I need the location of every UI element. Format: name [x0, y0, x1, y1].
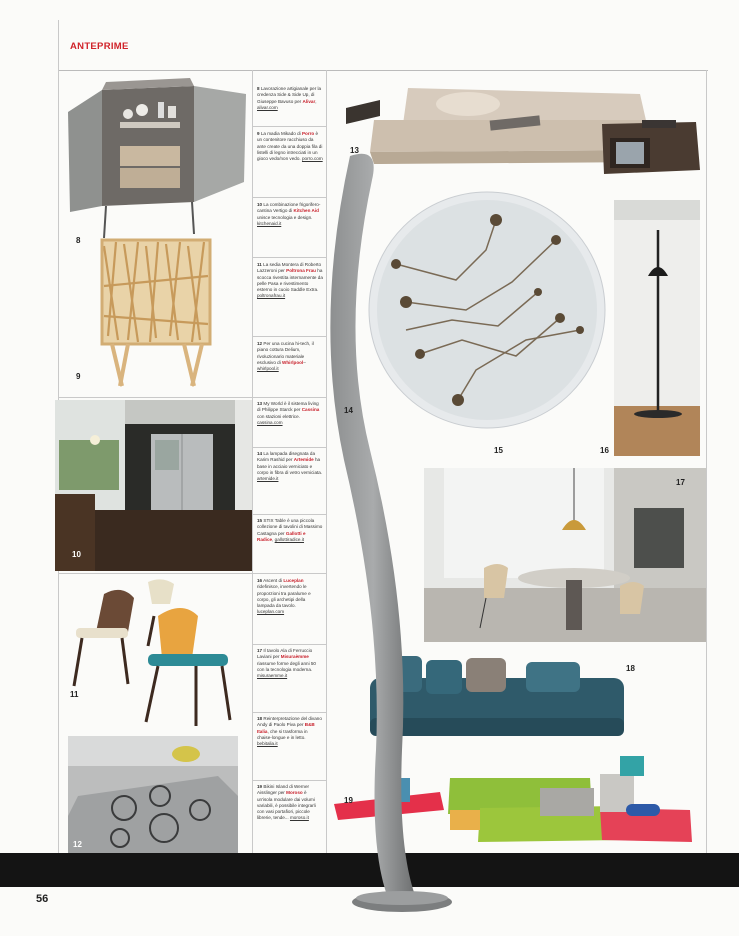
- photo-dining-room: [424, 468, 706, 642]
- caption-8: 8 Lavorazione artigianale per la credenza Side & Side Up, di Giuseppe Bavuso per Alivar, alivar.com: [257, 86, 322, 110]
- figure-number: 9: [76, 372, 81, 381]
- caption-11: 11 La sedia Montera di Roberto Lazzeroni per Poltrona Frau ha scocca rivestita internamente da pelle Pasa e rivestimento esterno in cuoio Saddle Extra. poltronafrau.it: [257, 262, 323, 299]
- figure-number: 13: [350, 146, 359, 155]
- caption-18: 18 Reinterpretazione del divano Andy di Paolo Piva per B&B Italia, che si trasforma in chaise-longue e in letto. bebitalia.it: [257, 716, 322, 747]
- caption-10: 10 La combinazione frigorifero-cantina Vertigo di Kitchen Aid unisce tecnologia e design. kitchenaid.it: [257, 202, 321, 226]
- caption-13: 13 My World è il sistema living di Philippe Starck per Cassina con stazioni elettrice. cassina.com: [257, 401, 320, 425]
- caption-9: 9 La madia Mikado di Porro è un contenitore racchiuso da ante create da una doppia fila di listelli di legno intrecciati in un gioco vedo/non vedo. porro.com: [257, 131, 323, 162]
- photo-chairs: [62, 576, 248, 730]
- caption-19: 19 Bikini Island di Werner Aisslinger per Moroso è un'isola modulare dai volumi variabili, è possibile integrarli con vasi portafiori, piccole librerie, tende... moroso.it: [257, 784, 316, 821]
- caption-16: 16 Ascent di Luceplan ridefinisce, invertendo le proporzioni tra paralume e corpo, gli archetipi della lampada da tavolo. luceplan.com: [257, 578, 311, 615]
- section-label: ANTEPRIME: [70, 41, 129, 52]
- page-number: 56: [36, 893, 49, 905]
- photo-floor-lamp: [310, 150, 456, 920]
- caption-14: 14 La lampada disegnata da Karim Rashid per Artemide ha base in acciaio verniciato e corpo in fibra di vetro verniciata. artemide.it: [257, 451, 323, 482]
- caption-12: 12 Per una cucina hi-tech, il piano cottura Delium, rivoluzionario materiale esclusivo di Whirlpool–whirlpool.it: [257, 341, 314, 372]
- figure-number: 10: [72, 550, 81, 559]
- photo-sideboard: [62, 72, 248, 240]
- figure-number: 16: [600, 446, 609, 455]
- figure-number: 19: [344, 796, 353, 805]
- figure-number: 18: [626, 664, 635, 673]
- figure-number: 17: [676, 478, 685, 487]
- figure-number: 8: [76, 236, 81, 245]
- photo-fridge-kitchen: [55, 400, 252, 571]
- figure-number: 11: [70, 690, 79, 699]
- figure-number: 15: [494, 446, 503, 455]
- photo-rule: [58, 397, 252, 398]
- header-rule: [58, 70, 708, 71]
- column-divider-left: [252, 70, 253, 853]
- photo-cooktop: [68, 736, 238, 854]
- photo-mikado-cabinet: [98, 236, 214, 388]
- right-margin-rule: [706, 70, 707, 853]
- photo-rule: [58, 573, 252, 574]
- figure-number: 12: [73, 840, 82, 849]
- caption-rule: [252, 126, 326, 127]
- figure-number: 14: [344, 406, 353, 415]
- caption-15: 15 STIX Table è una piccola collezione di tavolini di Massimo Castagna per Gallotti e Radice, gallottiradice.it: [257, 518, 323, 542]
- photo-table-lamp: [614, 200, 700, 456]
- caption-17: 17 Il tavolo Ala di Ferruccio Laviani per Misuraèmme riassume forme degli anni 50 con la tecnologia moderna. misuraemme.it: [257, 648, 316, 679]
